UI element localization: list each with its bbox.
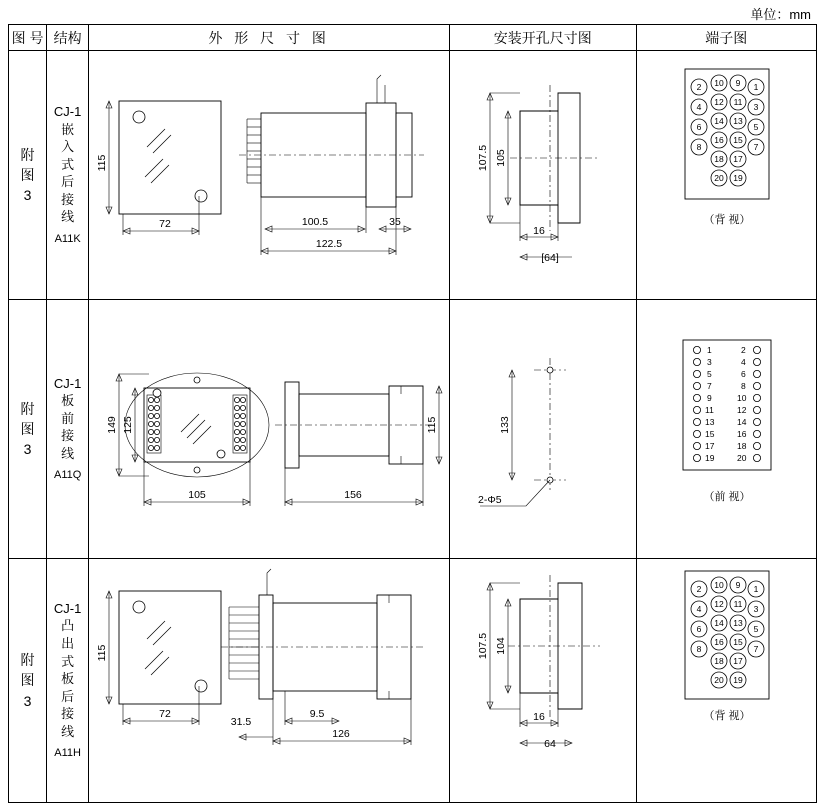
terminal-label: 19 <box>704 453 714 463</box>
dim-31-5: 31.5 <box>230 716 252 728</box>
dim-72: 72 <box>159 218 172 230</box>
dim-9-5: 9.5 <box>309 708 325 720</box>
structure-line: 出 <box>61 635 75 651</box>
terminal-label: 18 <box>713 656 724 666</box>
terminal-label: 16 <box>713 135 724 145</box>
terminal-label: 2 <box>740 345 746 355</box>
terminal-label: 12 <box>713 97 724 107</box>
hole-drawing <box>450 559 635 802</box>
terminal-label: 6 <box>696 122 701 132</box>
terminal-label: 12 <box>713 599 724 609</box>
outline-drawing-cell <box>89 300 450 559</box>
terminal-label: 14 <box>736 417 746 427</box>
dim-72: 72 <box>159 708 172 720</box>
table-row <box>9 51 817 300</box>
hole-spec-label: 2-Φ5 <box>478 494 502 506</box>
header-terminal-diagram: 端子图 <box>636 25 816 51</box>
structure-line: 板 <box>61 393 75 409</box>
structure-line: 前 <box>61 410 75 426</box>
terminal-label: 5 <box>753 624 758 634</box>
hole-drawing <box>450 51 635 299</box>
terminal-label: 1 <box>753 584 758 594</box>
figure-no-cell <box>9 300 47 559</box>
terminal-label: 16 <box>713 637 724 647</box>
dim-133: 133 <box>499 416 512 434</box>
structure-line: 接 <box>61 706 75 722</box>
terminal-label: 14 <box>713 618 724 628</box>
dim-122-5: 122.5 <box>316 238 343 250</box>
terminal-label: 10 <box>736 393 746 403</box>
structure-line: 接 <box>61 428 75 444</box>
terminal-label: 6 <box>696 624 701 634</box>
structure-line: 后 <box>61 174 75 190</box>
terminal-label: 20 <box>736 453 746 463</box>
terminal-label: 9 <box>735 580 740 590</box>
model-code: A11K <box>54 232 81 245</box>
structure-line: 入 <box>61 139 75 155</box>
terminal-label: 15 <box>704 429 714 439</box>
table-row <box>9 300 817 559</box>
structure-line: 线 <box>61 445 75 461</box>
figure-no-char: 附 图 3 <box>20 652 35 709</box>
structure-line: 接 <box>61 191 75 207</box>
header-outline-dim: 外 形 尺 寸 图 <box>89 25 450 51</box>
figure-no-cell <box>9 51 47 300</box>
terminal-label: 5 <box>753 122 758 132</box>
terminal-diagram <box>637 559 816 802</box>
terminal-diagram-cell <box>636 51 816 300</box>
hole-drawing <box>450 300 635 558</box>
outline-drawing <box>89 51 449 299</box>
structure-line: 线 <box>61 723 75 739</box>
figure-no-cell <box>9 559 47 803</box>
terminal-label: 4 <box>696 102 701 112</box>
terminal-label: 14 <box>713 116 724 126</box>
terminal-label: 15 <box>732 637 743 647</box>
figure-no-char: 附 图 3 <box>20 146 35 204</box>
header-mounting-hole-dim: 安装开孔尺寸图 <box>450 25 636 51</box>
dim-16: 16 <box>533 711 545 723</box>
table-header-row <box>9 25 817 51</box>
structure-line: 板 <box>61 671 75 687</box>
structure-cell <box>47 300 89 559</box>
hole-drawing-cell <box>450 51 636 300</box>
terminal-view-label: （前 视） <box>703 491 751 503</box>
header-figure-no: 图 号 <box>9 25 47 51</box>
terminal-label: 6 <box>740 369 746 379</box>
dim-100-5: 100.5 <box>302 216 329 228</box>
terminal-label: 11 <box>733 599 742 609</box>
structure-line: 式 <box>61 653 75 669</box>
structure-line: CJ-1 <box>53 104 82 120</box>
terminal-label: 7 <box>753 142 758 152</box>
structure-line: CJ-1 <box>53 375 82 391</box>
unit-note: 单位：mm <box>750 7 811 22</box>
dim-35: 35 <box>389 216 402 228</box>
structure-line: 式 <box>61 156 75 172</box>
model-code: A11H <box>54 747 81 760</box>
terminal-label: 5 <box>706 369 712 379</box>
dim-107-5: 107.5 <box>477 632 490 660</box>
terminal-label: 9 <box>735 78 740 88</box>
dim-156: 156 <box>344 489 362 501</box>
terminal-diagram <box>637 300 816 558</box>
terminal-label: 19 <box>732 675 743 685</box>
dim-16: 16 <box>533 225 545 237</box>
dim-107-5: 107.5 <box>477 144 490 172</box>
structure-line: 后 <box>61 688 75 704</box>
terminal-label: 1 <box>706 345 712 355</box>
terminal-label: 2 <box>696 584 701 594</box>
structure-line: 凸 <box>61 618 75 634</box>
terminal-label: 3 <box>753 102 758 112</box>
terminal-view-label: （背 视） <box>703 710 751 722</box>
hole-drawing-cell <box>450 559 636 803</box>
structure-line: 嵌 <box>61 121 75 137</box>
terminal-label: 16 <box>736 429 746 439</box>
structure-line: CJ-1 <box>53 600 82 616</box>
terminal-label: 11 <box>733 97 742 107</box>
terminal-view-label: （背 视） <box>703 214 751 226</box>
dim-105: 105 <box>495 149 508 167</box>
dim-115: 115 <box>426 416 439 434</box>
terminal-label: 13 <box>732 116 743 126</box>
terminal-label: 8 <box>696 644 701 654</box>
terminal-diagram <box>637 51 816 299</box>
dim-149: 149 <box>106 416 119 434</box>
table-row <box>9 559 817 803</box>
model-code: A11Q <box>53 469 82 482</box>
terminal-label: 7 <box>753 644 758 654</box>
terminal-label: 9 <box>706 393 712 403</box>
terminal-label: 1 <box>753 82 758 92</box>
terminal-label: 17 <box>704 441 714 451</box>
terminal-label: 3 <box>753 604 758 614</box>
terminal-label: 12 <box>736 405 746 415</box>
terminal-label: 15 <box>732 135 743 145</box>
figure-no-char: 附 图 3 <box>20 400 35 458</box>
terminal-label: 10 <box>713 580 724 590</box>
structure-line: 线 <box>61 209 75 225</box>
terminal-label: 13 <box>732 618 743 628</box>
terminal-diagram-cell <box>636 300 816 559</box>
terminal-label: 11 <box>704 405 714 415</box>
terminal-label: 17 <box>732 154 743 164</box>
terminal-label: 7 <box>706 381 712 391</box>
terminal-label: 2 <box>696 82 701 92</box>
dim-64-bracket: [64] <box>541 252 559 264</box>
outline-drawing-cell <box>89 51 450 300</box>
terminal-label: 3 <box>706 357 712 367</box>
terminal-label: 19 <box>732 173 743 183</box>
outline-drawing <box>89 300 449 558</box>
header-structure: 结构 <box>47 25 89 51</box>
dim-105: 105 <box>188 489 206 501</box>
dim-104: 104 <box>495 637 508 655</box>
terminal-label: 8 <box>696 142 701 152</box>
structure-cell <box>47 559 89 803</box>
terminal-label: 18 <box>736 441 746 451</box>
dim-125: 125 <box>122 416 135 434</box>
terminal-label: 18 <box>713 154 724 164</box>
terminal-label: 4 <box>696 604 701 614</box>
terminal-diagram-cell <box>636 559 816 803</box>
dim-115: 115 <box>96 154 109 172</box>
terminal-label: 13 <box>704 417 714 427</box>
outline-drawing-cell <box>89 559 450 803</box>
dim-115: 115 <box>96 644 109 662</box>
dimension-table <box>8 24 817 803</box>
terminal-label: 20 <box>713 173 724 183</box>
terminal-label: 8 <box>740 381 746 391</box>
structure-cell <box>47 51 89 300</box>
terminal-label: 17 <box>732 656 743 666</box>
hole-drawing-cell <box>450 300 636 559</box>
dim-64: 64 <box>544 738 556 750</box>
dim-126: 126 <box>332 728 350 740</box>
terminal-label: 20 <box>713 675 724 685</box>
terminal-label: 4 <box>740 357 746 367</box>
terminal-label: 10 <box>713 78 724 88</box>
outline-drawing <box>89 559 449 802</box>
